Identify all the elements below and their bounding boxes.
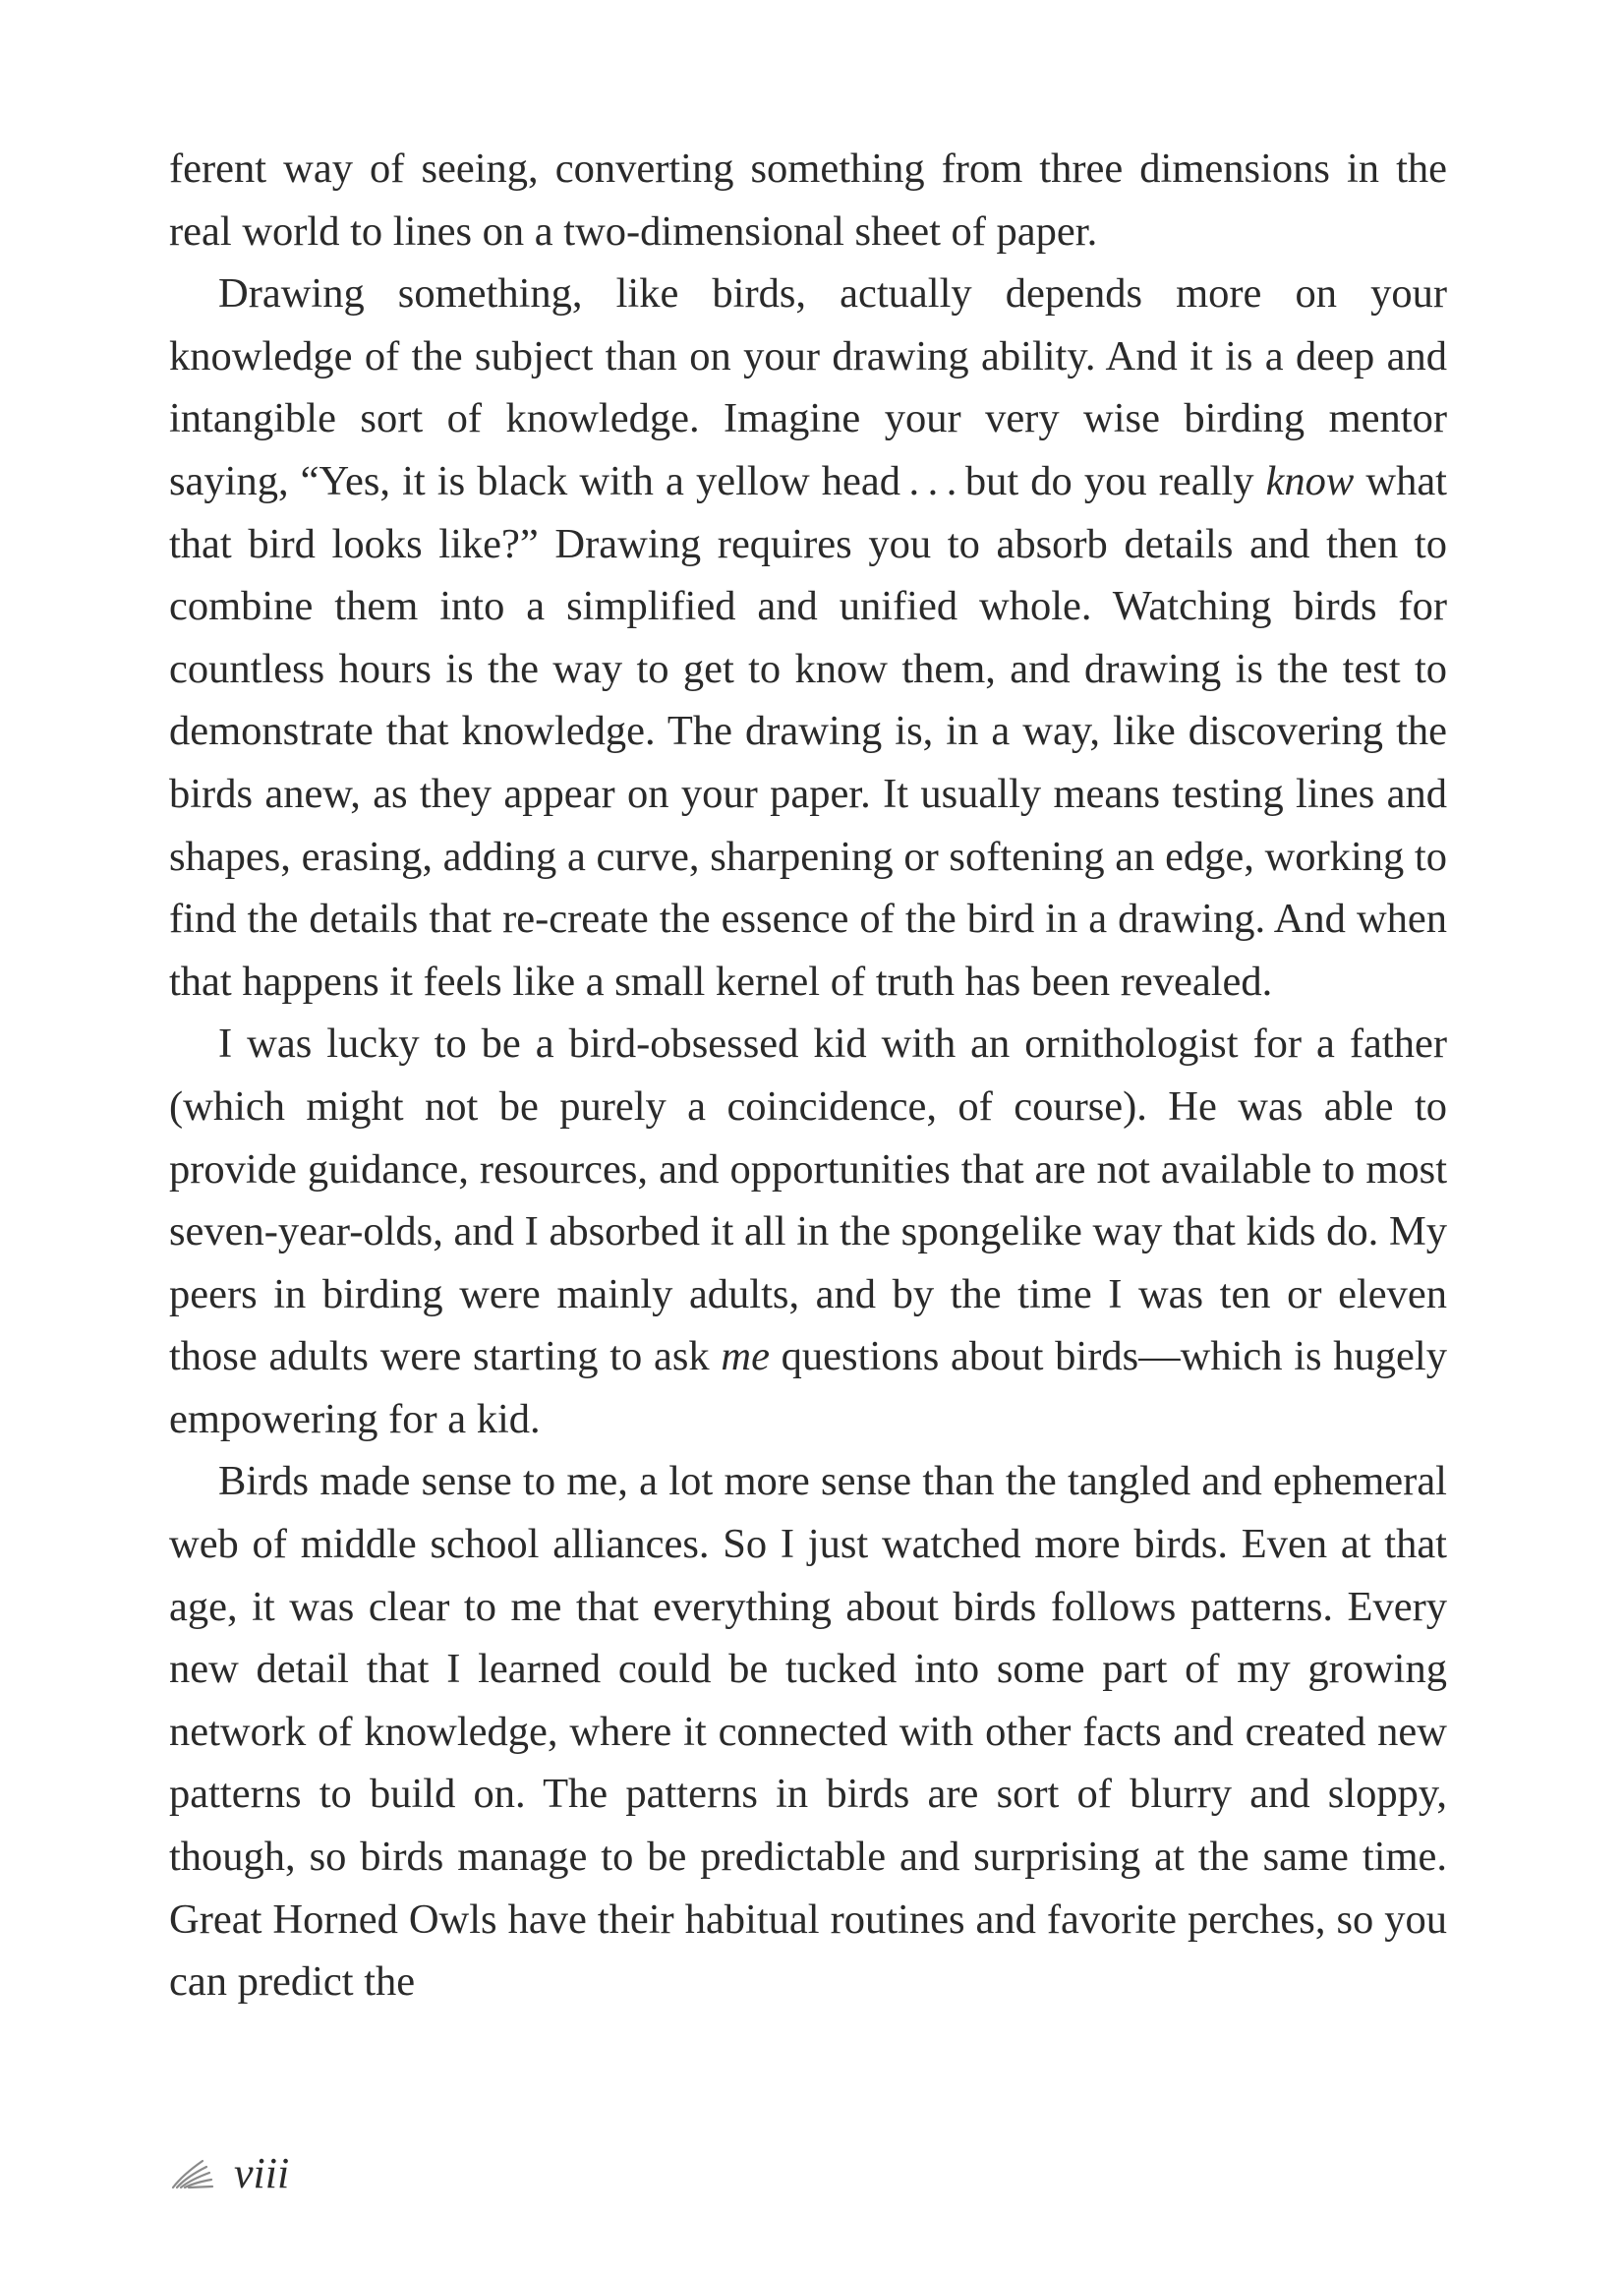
text-run: I was lucky to be a bird-obsessed kid with an ornithologist for a father (which might not be purely a coincidence, of course). He was able to provide guidance, resources, and opportunities that are not available to most seven-year-olds, and I absorbed it all in the spongelike way that kids do. My peers in birding were mainly adults, and by the time I was ten or eleven those adults were starting to ask xyxy=(169,1020,1447,1380)
page-footer xyxy=(169,2143,289,2202)
emphasis-know: know xyxy=(1265,457,1355,504)
emphasis-me: me xyxy=(721,1333,770,1380)
page-number: viii xyxy=(234,2148,290,2197)
text-run: what that bird looks like?” Drawing requires you to absorb details and then to combine them into a simplified and unified whole. Watching birds for countless hours is the way to get to know them, and drawing is the test to demonstrate that knowledge. The drawing is, in a way, like discovering the birds anew, as they appear on your paper. It usually means testing lines and shapes, erasing, adding a curve, sharpening or softening an edge, working to find the details that re-create the essence of the bird in a drawing. And when that happens it feels like a small kernel of truth has been revealed. xyxy=(169,457,1447,1005)
feather-ornament-icon xyxy=(169,2155,214,2190)
paragraph-3 xyxy=(169,1013,1447,1450)
paragraph-4 xyxy=(169,1450,1447,2012)
paragraph-1 xyxy=(169,138,1447,262)
page-body xyxy=(169,138,1447,2013)
text-run: questions about birds—which is hugely empowering for a kid. xyxy=(169,1333,1447,1442)
paragraph-2 xyxy=(169,262,1447,1013)
text-run: ferent way of seeing, converting something from three dimensions in the real world to lines on a two-dimensional sheet of paper. xyxy=(169,146,1447,255)
text-run: Birds made sense to me, a lot more sense than the tangled and ephemeral web of middle school alliances. So I just watched more birds. Even at that age, it was clear to me that everything about birds follows patterns. Every new detail that I learned could be tucked into some part of my growing network of knowledge, where it connected with other facts and created new patterns to build on. The patterns in birds are sort of blurry and sloppy, though, so birds manage to be predictable and surprising at the same time. Great Horned Owls have their habitual routines and favorite perches, so you can predict the xyxy=(169,1458,1447,2006)
text-run: Drawing something, like birds, actually depends more on your knowledge of the subject than on your drawing ability. And it is a deep and intangible sort of knowledge. Imagine your very wise birding mentor saying, “Yes, it is black with a yellow head . . . but do you really xyxy=(169,270,1447,504)
